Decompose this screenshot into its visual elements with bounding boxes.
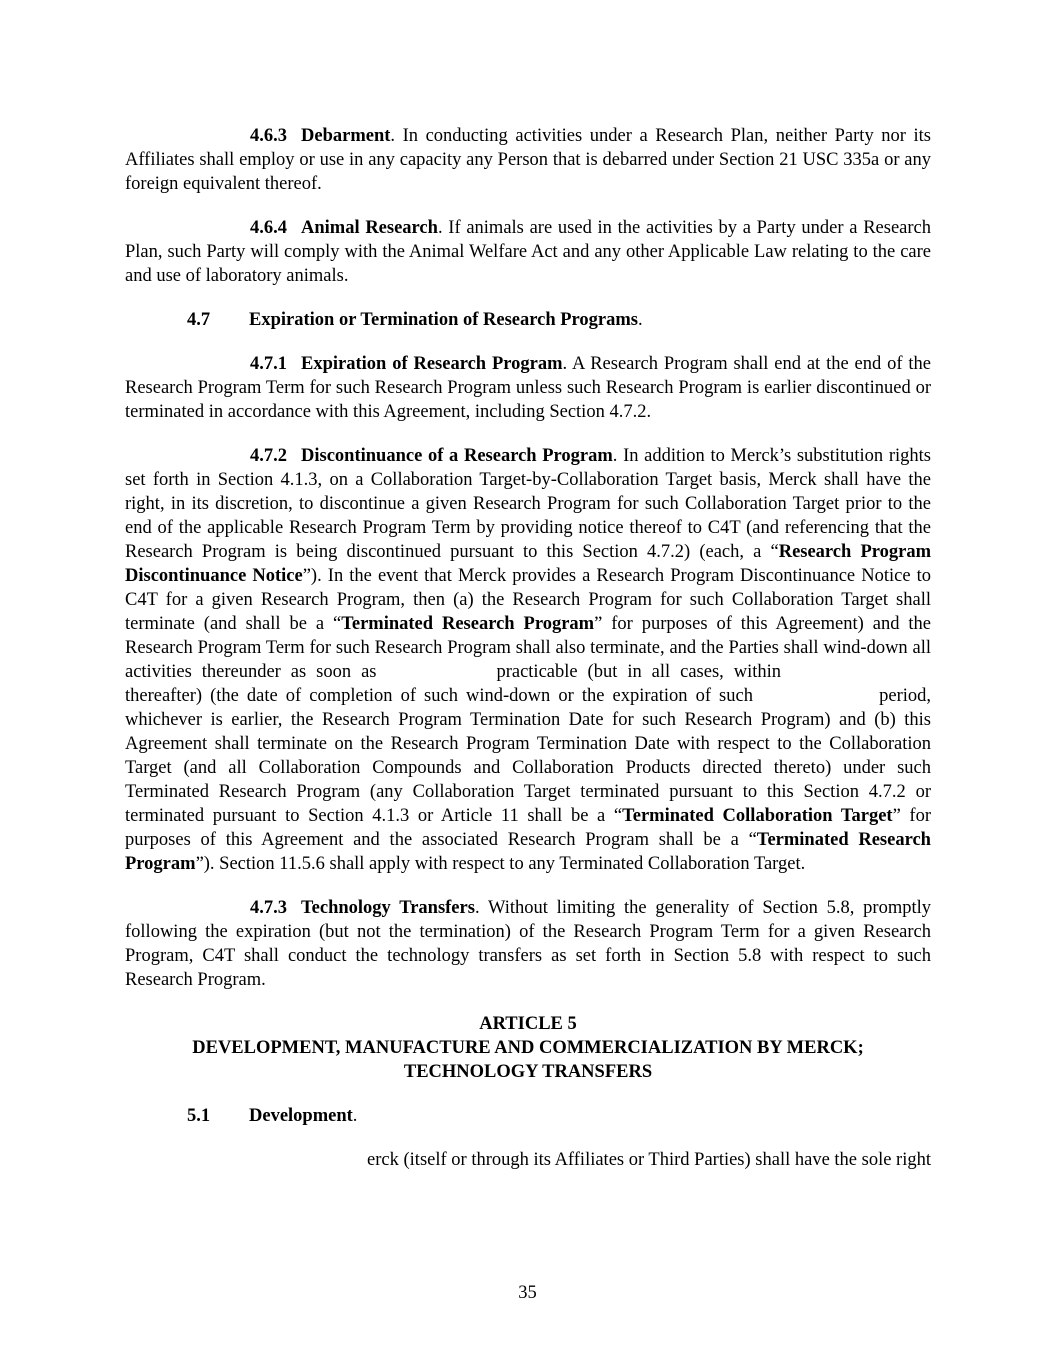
article-number: ARTICLE 5 (479, 1014, 577, 1034)
section-number: 4.7 (187, 310, 211, 330)
page-number: 35 (518, 1283, 537, 1303)
section-text: . Without limiting the generality of Section 5.8, promptly following the expiration (but not the termination) of the Research Program Term for a given Research Program, C4T shall conduct the technology transfers as set forth in Section 5.8 with respect to such Research Program. (125, 898, 931, 990)
section-text: ”). Section 11.5.6 shall apply with respect to any Terminated Collaboration Target. (195, 854, 806, 874)
section-text: . A Research Program shall end at the end of the Research Program Term for such Research Program unless such Research Program is earlier discontinued or terminated in accordance with this Agreement, including Section 4.7.2. (125, 354, 932, 422)
section-text: . If animals are used in the activities by a Party under a Research Plan, such Party will comply with the Animal Welfare Act and any other Applicable Law relating to the care and use of laboratory animals. (125, 218, 931, 286)
section-4-7-heading (125, 308, 931, 332)
section-4-7-1 (125, 352, 931, 424)
section-period: . (352, 1106, 358, 1126)
defined-term: Terminated Research Program (341, 614, 595, 634)
section-number: 4.6.3 (250, 126, 287, 146)
section-title: Technology Transfers (301, 898, 475, 918)
section-title: Debarment (301, 126, 391, 146)
section-4-6-3 (125, 124, 931, 196)
section-5-1-1-fragment: erck (itself or through its Affiliates or Third Parties) shall have the sole right (367, 1150, 931, 1170)
defined-term: Terminated Research Program (125, 830, 931, 874)
section-text: thereafter) (the date of completion of such wind-down or the expiration of such (125, 686, 753, 706)
section-text: ” for purposes of this Agreement) and the Research Program Term for such Research Program shall also terminate, and the Parties shall wind-down all activities thereunder as soon as (125, 614, 931, 682)
section-title: Expiration or Termination of Research Programs (249, 310, 638, 330)
section-text: . In addition to Merck’s substitution rights set forth in Section 4.1.3, on a Collaboration Target-by-Collaboration Target basis, Merck shall have the right, in its discretion, to discontinue a given Research Program for such Collaboration Target prior to the end of the applicable Research Program Term by providing notice thereof to C4T (and referencing that the Research Program is being discontinued pursuant to this Section 4.7.2) (each, a “ (125, 446, 931, 562)
section-number: 4.7.2 (250, 446, 287, 466)
article-title-line: TECHNOLOGY TRANSFERS (403, 1062, 653, 1082)
section-title: Expiration of Research Program (301, 354, 563, 374)
section-title: Development (249, 1106, 353, 1126)
section-title: Discontinuance of a Research Program (301, 446, 613, 466)
section-text: ” for purposes of this Agreement and the associated Research Program shall be a “ (125, 806, 931, 850)
section-text: period, whichever is earlier, the Research Program Termination Date for such Research Program) and (b) this Agreement shall terminate on the Research Program Termination Date with respect to the Collaboration Target (and all Collaboration Compounds and Collaboration Products directed thereto) under such Terminated Research Program (any Collaboration Target terminated pursuant to this Section 4.7.2 or terminated pursuant to Section 4.1.3 or Article 11 shall be a “ (125, 686, 932, 826)
section-text: . In conducting activities under a Research Plan, neither Party nor its Affiliates shall employ or use in any capacity any Person that is debarred under Section 21 USC 335a or any foreign equivalent thereof. (125, 126, 931, 194)
section-number: 4.7.1 (250, 354, 287, 374)
section-text: practicable (but in all cases, within (496, 662, 782, 682)
defined-term: Research Program Discontinuance Notice (125, 542, 931, 586)
defined-term: Terminated Collaboration Target (622, 806, 893, 826)
article-5-heading (125, 1012, 931, 1084)
document-body (125, 124, 931, 1172)
section-4-7-3 (125, 896, 931, 992)
section-number: 4.6.4 (250, 218, 287, 238)
section-period: . (638, 310, 643, 330)
section-title: Animal Research (301, 218, 438, 238)
section-text: ”). In the event that Merck provides a Research Program Discontinuance Notice to C4T for a given Research Program, then (a) the Research Program for such Collaboration Target shall terminate (and shall be a “ (125, 566, 931, 634)
section-4-6-4 (125, 216, 931, 288)
article-title-line: DEVELOPMENT, MANUFACTURE AND COMMERCIALIZATION BY MERCK; (192, 1038, 864, 1058)
section-number: 4.7.3 (250, 898, 287, 918)
section-4-7-2 (125, 444, 931, 876)
section-number: 5.1 (187, 1106, 211, 1126)
section-5-1-heading (125, 1104, 931, 1128)
